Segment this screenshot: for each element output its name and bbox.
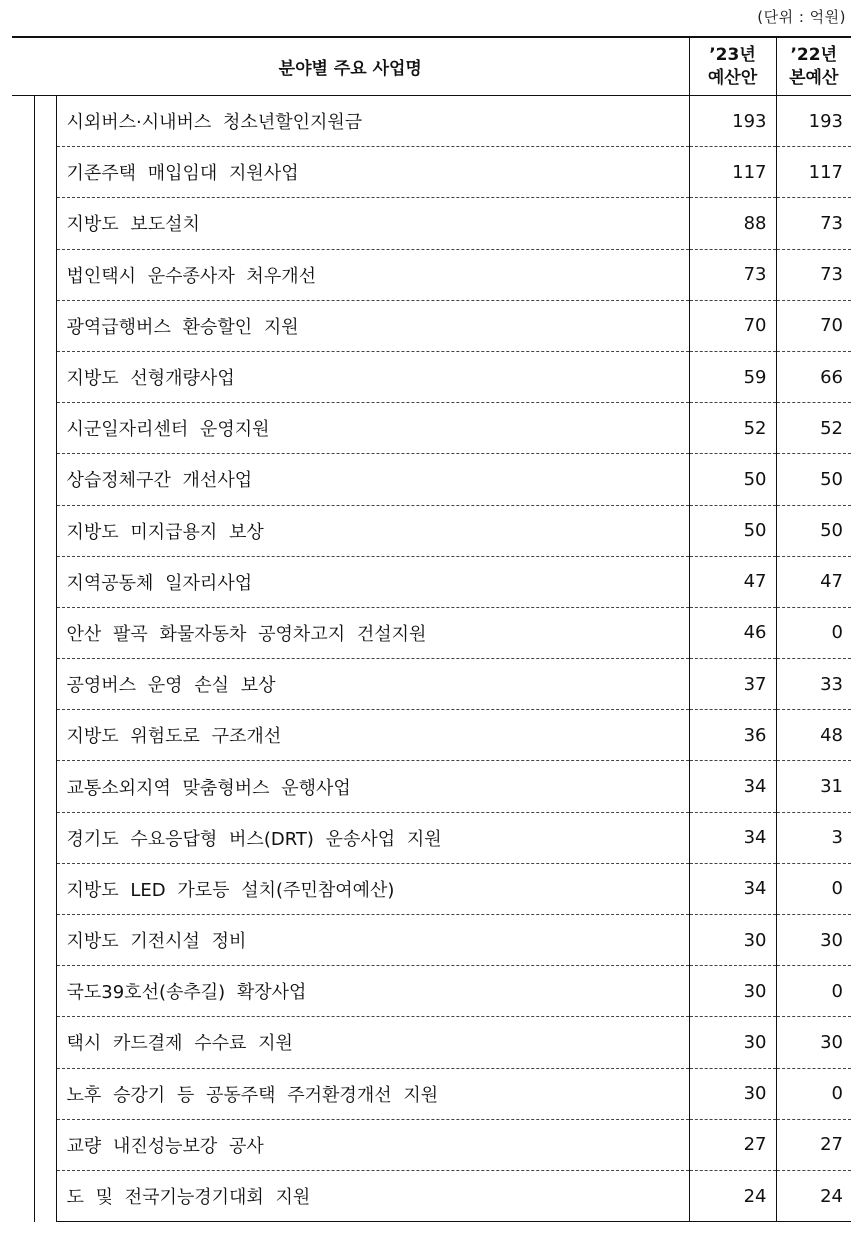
project-name-cell: 지방도 보도설치 <box>56 198 689 249</box>
budget-2023-cell: 50 <box>689 505 776 556</box>
header-2022-type: 본예산 <box>789 67 839 88</box>
project-name-cell: 지방도 위험도로 구조개선 <box>56 710 689 761</box>
table-row <box>12 710 851 761</box>
unit-note: (단위 : 억원) <box>757 8 846 26</box>
budget-2022-cell: 30 <box>776 915 851 966</box>
budget-2023-cell: 34 <box>689 761 776 812</box>
project-name-cell: 교통소외지역 맞춤형버스 운행사업 <box>56 761 689 812</box>
budget-2023-cell: 46 <box>689 607 776 658</box>
table-row <box>12 607 851 658</box>
header-2023-year: ’23년 <box>709 44 756 65</box>
project-name-cell: 지방도 LED 가로등 설치(주민참여예산) <box>56 863 689 914</box>
project-name-cell: 시외버스·시내버스 청소년할인지원금 <box>56 96 689 147</box>
project-name-cell: 광역급행버스 환승할인 지원 <box>56 300 689 351</box>
table-row <box>12 454 851 505</box>
budget-2023-cell: 73 <box>689 249 776 300</box>
table-row <box>12 1170 851 1221</box>
budget-2022-cell: 70 <box>776 300 851 351</box>
budget-2022-cell: 117 <box>776 147 851 198</box>
table-row <box>12 403 851 454</box>
table-row <box>12 1119 851 1170</box>
budget-2023-cell: 47 <box>689 556 776 607</box>
table-row <box>12 1017 851 1068</box>
project-name-cell: 지방도 기전시설 정비 <box>56 915 689 966</box>
budget-2023-cell: 50 <box>689 454 776 505</box>
budget-2023-cell: 117 <box>689 147 776 198</box>
budget-2022-cell: 193 <box>776 96 851 147</box>
budget-2023-cell: 34 <box>689 863 776 914</box>
project-name-cell: 국도39호선(송추길) 확장사업 <box>56 966 689 1017</box>
project-name-cell: 기존주택 매입임대 지원사업 <box>56 147 689 198</box>
budget-2023-cell: 59 <box>689 351 776 402</box>
budget-2022-cell: 3 <box>776 812 851 863</box>
budget-2022-cell: 33 <box>776 659 851 710</box>
budget-2022-cell: 0 <box>776 966 851 1017</box>
table-header-row <box>12 37 851 96</box>
budget-table <box>12 36 851 1222</box>
project-name-cell: 교량 내진성능보강 공사 <box>56 1119 689 1170</box>
table-row <box>12 147 851 198</box>
table-row <box>12 96 851 147</box>
budget-2023-cell: 30 <box>689 915 776 966</box>
table-row <box>12 198 851 249</box>
budget-2023-cell: 88 <box>689 198 776 249</box>
budget-2022-cell: 27 <box>776 1119 851 1170</box>
budget-2022-cell: 0 <box>776 863 851 914</box>
header-2022-year: ’22년 <box>790 44 838 65</box>
project-name-cell: 지방도 미지급용지 보상 <box>56 505 689 556</box>
budget-2023-cell: 70 <box>689 300 776 351</box>
budget-2023-cell: 30 <box>689 966 776 1017</box>
project-name-cell: 상습정체구간 개선사업 <box>56 454 689 505</box>
budget-2023-cell: 24 <box>689 1170 776 1221</box>
project-name-cell: 공영버스 운영 손실 보상 <box>56 659 689 710</box>
table-row <box>12 505 851 556</box>
budget-2023-cell: 37 <box>689 659 776 710</box>
header-2022-budget <box>776 37 851 96</box>
table-row <box>12 915 851 966</box>
budget-2023-cell: 34 <box>689 812 776 863</box>
project-name-cell: 경기도 수요응답형 버스(DRT) 운송사업 지원 <box>56 812 689 863</box>
budget-2022-cell: 0 <box>776 607 851 658</box>
project-name-cell: 노후 승강기 등 공동주택 주거환경개선 지원 <box>56 1068 689 1119</box>
project-name-cell: 택시 카드결제 수수료 지원 <box>56 1017 689 1068</box>
budget-2022-cell: 73 <box>776 198 851 249</box>
table-row <box>12 249 851 300</box>
budget-2022-cell: 52 <box>776 403 851 454</box>
budget-2022-cell: 48 <box>776 710 851 761</box>
budget-2022-cell: 47 <box>776 556 851 607</box>
table-row <box>12 761 851 812</box>
budget-2022-cell: 24 <box>776 1170 851 1221</box>
table-row <box>12 659 851 710</box>
header-project-name: 분야별 주요 사업명 <box>12 37 689 96</box>
budget-2023-cell: 36 <box>689 710 776 761</box>
project-name-cell: 도 및 전국기능경기대회 지원 <box>56 1170 689 1221</box>
table-row <box>12 1068 851 1119</box>
project-name-cell: 지역공동체 일자리사업 <box>56 556 689 607</box>
table-row <box>12 863 851 914</box>
project-name-cell: 법인택시 운수종사자 처우개선 <box>56 249 689 300</box>
budget-2022-cell: 0 <box>776 1068 851 1119</box>
table-row <box>12 812 851 863</box>
budget-2023-cell: 193 <box>689 96 776 147</box>
table-row <box>12 556 851 607</box>
budget-2023-cell: 30 <box>689 1068 776 1119</box>
table-row <box>12 966 851 1017</box>
project-name-cell: 시군일자리센터 운영지원 <box>56 403 689 454</box>
header-2023-budget <box>689 37 776 96</box>
budget-2023-cell: 30 <box>689 1017 776 1068</box>
budget-2022-cell: 73 <box>776 249 851 300</box>
budget-2022-cell: 30 <box>776 1017 851 1068</box>
budget-2022-cell: 50 <box>776 454 851 505</box>
category-spacer-outer <box>12 96 34 1222</box>
budget-2022-cell: 31 <box>776 761 851 812</box>
budget-2023-cell: 27 <box>689 1119 776 1170</box>
budget-2022-cell: 50 <box>776 505 851 556</box>
category-spacer-inner <box>34 96 56 1222</box>
header-2023-type: 예산안 <box>707 67 758 88</box>
table-row <box>12 300 851 351</box>
table-row <box>12 351 851 402</box>
budget-2022-cell: 66 <box>776 351 851 402</box>
budget-2023-cell: 52 <box>689 403 776 454</box>
project-name-cell: 지방도 선형개량사업 <box>56 351 689 402</box>
project-name-cell: 안산 팔곡 화물자동차 공영차고지 건설지원 <box>56 607 689 658</box>
